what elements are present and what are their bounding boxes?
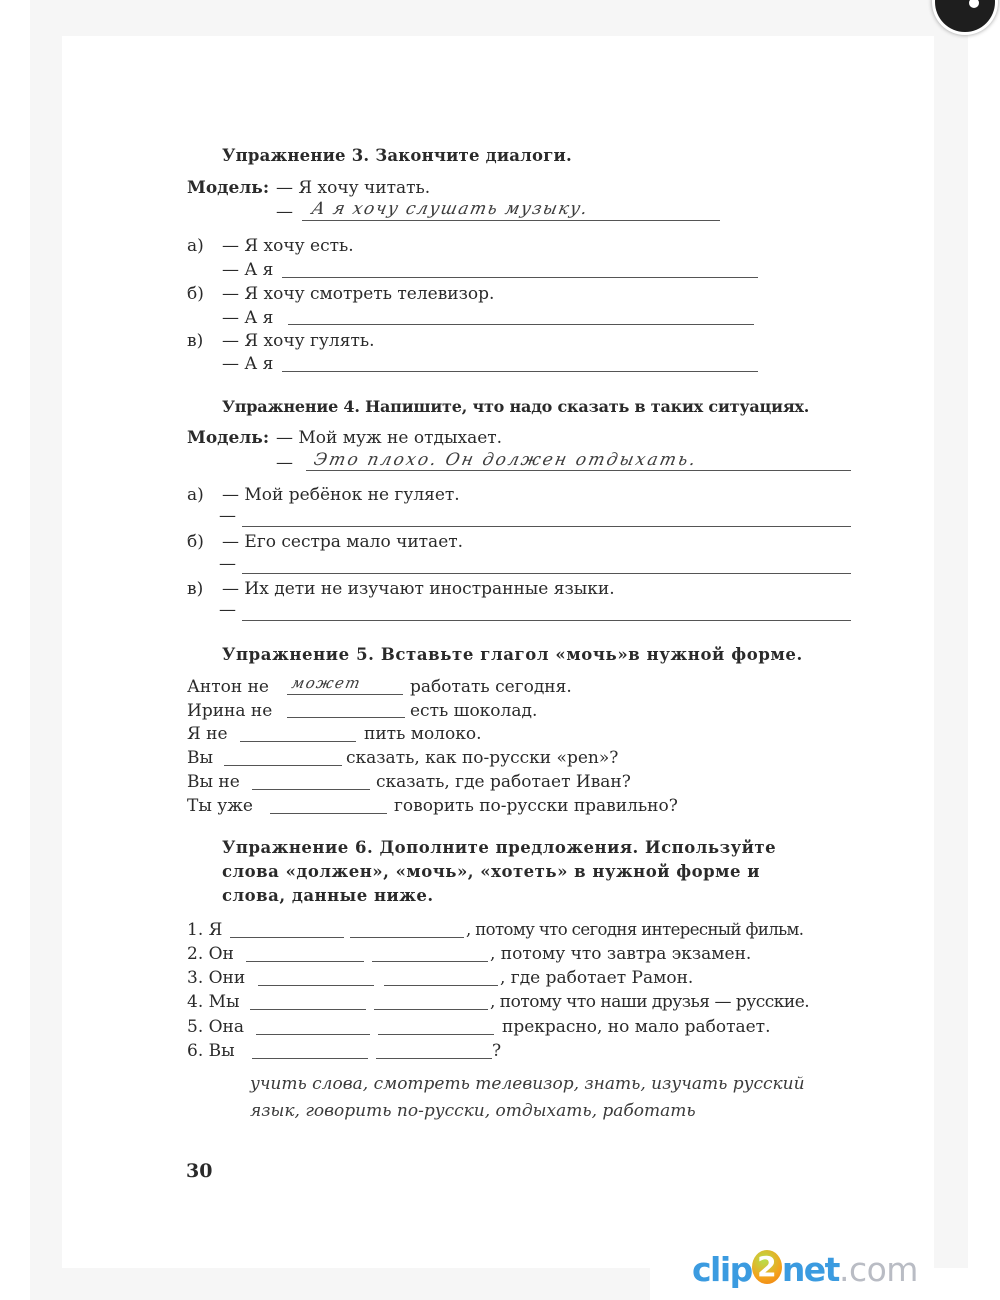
exercise-5-row-5-blank[interactable] [252, 789, 370, 790]
exercise-5-row-3-blank[interactable] [240, 741, 356, 742]
exercise-6-row-6-blank-2[interactable] [376, 1058, 492, 1059]
exercise-4-item-b-dash: — [219, 554, 236, 574]
exercise-5-row-2-blank[interactable] [287, 717, 405, 718]
page-number: 30 [186, 1160, 213, 1182]
exercise-6-row-2-blank-2[interactable] [372, 961, 488, 962]
exercise-6-row-3-before: 3. Они [187, 968, 246, 988]
exercise-4-model-dash: — [276, 453, 293, 473]
exercise-4-item-c-letter: в) [187, 579, 204, 599]
exercise-3-item-b-question: — Я хочу смотреть телевизор. [222, 284, 495, 304]
exercise-6-row-5-after: прекрасно, но мало работает. [502, 1017, 771, 1037]
clip2net-watermark-logo [692, 1250, 918, 1289]
watermark-part-2-badge: 2 [752, 1250, 782, 1284]
exercise-6-row-2-blank-1[interactable] [246, 961, 364, 962]
exercise-6-word-bank-line-2: язык, говорить по-русски, отдыхать, работать [250, 1101, 696, 1121]
exercise-3-model-label: Модель: [187, 178, 270, 198]
exercise-3-item-a-letter: а) [187, 236, 204, 256]
exercise-4-item-a-answer-blank[interactable] [242, 526, 851, 527]
exercise-6-row-2-after: , потому что завтра экзамен. [490, 944, 752, 964]
exercise-5-row-3-before: Я не [187, 724, 228, 744]
exercise-6-row-1-before: 1. Я [187, 920, 223, 940]
exercise-5-row-2-after: есть шоколад. [410, 701, 538, 721]
exercise-3-item-c-letter: в) [187, 331, 204, 351]
exercise-5-row-5-after: сказать, где работает Иван? [376, 772, 631, 792]
exercise-3-title: Упражнение 3. Закончите диалоги. [222, 146, 572, 165]
exercise-5-row-2-before: Ирина не [187, 701, 273, 721]
exercise-6-row-4-before: 4. Мы [187, 992, 240, 1012]
exercise-4-model-answer: Это плохо. Он должен отдыхать. [311, 450, 700, 470]
watermark-part-clip: clip [692, 1250, 752, 1289]
exercise-5-row-4-blank[interactable] [224, 765, 342, 766]
exercise-3-item-b-letter: б) [187, 284, 204, 304]
exercise-5-row-1-before: Антон не [187, 677, 269, 697]
exercise-3-item-c-answer-blank[interactable] [282, 371, 758, 372]
exercise-5-title: Упражнение 5. Вставьте глагол «мочь»в нужной форме. [222, 645, 803, 664]
watermark-part-net: net [781, 1250, 839, 1289]
exercise-3-item-b-prompt: — А я [222, 308, 274, 328]
exercise-6-title-line-2: слова «должен», «мочь», «хотеть» в нужной форме и [222, 862, 760, 881]
exercise-6-row-3-blank-1[interactable] [258, 985, 374, 986]
exercise-6-row-5-before: 5. Она [187, 1017, 245, 1037]
exercise-5-row-4-after: сказать, как по-русски «pen»? [346, 748, 619, 768]
exercise-3-model-answer: А я хочу слушать музыку. [309, 199, 591, 219]
exercise-4-model-label: Модель: [187, 428, 270, 448]
exercise-5-row-6-after: говорить по-русски правильно? [394, 796, 678, 816]
exercise-6-row-4-blank-2[interactable] [374, 1009, 488, 1010]
exercise-6-row-5-blank-2[interactable] [378, 1034, 494, 1035]
exercise-6-row-1-blank-2[interactable] [350, 937, 464, 938]
exercise-4-title: Упражнение 4. Напишите, что надо сказать в таких ситуациях. [222, 397, 810, 416]
exercise-6-row-2-before: 2. Он [187, 944, 234, 964]
exercise-4-item-c-dash: — [219, 600, 236, 620]
exercise-4-item-a-dash: — [219, 506, 236, 526]
exercise-4-model-answer-line [306, 470, 851, 471]
exercise-3-model-question: — Я хочу читать. [276, 178, 431, 198]
exercise-4-item-b-letter: б) [187, 532, 204, 552]
exercise-5-row-6-before: Ты уже [187, 796, 253, 816]
exercise-6-row-4-after: , потому что наши друзья — русские. [490, 992, 810, 1012]
exercise-4-item-a-letter: а) [187, 485, 204, 505]
exercise-3-model-dash: — [276, 202, 293, 222]
exercise-6-row-4-blank-1[interactable] [250, 1009, 366, 1010]
watermark-part-com: .com [838, 1250, 918, 1289]
exercise-6-row-3-blank-2[interactable] [384, 985, 498, 986]
exercise-4-item-b-answer-blank[interactable] [242, 573, 851, 574]
exercise-6-row-6-blank-1[interactable] [252, 1058, 368, 1059]
exercise-4-model-question: — Мой муж не отдыхает. [276, 428, 503, 448]
exercise-5-row-1-blank [287, 694, 403, 695]
exercise-3-item-a-question: — Я хочу есть. [222, 236, 354, 256]
exercise-3-item-b-answer-blank[interactable] [288, 324, 754, 325]
exercise-6-row-1-after: , потому что сегодня интересный фильм. [466, 920, 804, 939]
exercise-6-row-1-blank-1[interactable] [230, 937, 344, 938]
exercise-5-row-3-after: пить молоко. [364, 724, 482, 744]
exercise-6-title-line-3: слова, данные ниже. [222, 886, 434, 905]
exercise-6-row-6-after: ? [492, 1041, 502, 1061]
exercise-3-item-a-prompt: — А я [222, 260, 274, 280]
exercise-4-item-a-question: — Мой ребёнок не гуляет. [222, 485, 460, 505]
exercise-6-title-line-1: Упражнение 6. Дополните предложения. Используйте [222, 838, 777, 857]
exercise-6-row-6-before: 6. Вы [187, 1041, 235, 1061]
exercise-5-row-1-filled: может [290, 674, 364, 692]
exercise-3-model-answer-line [302, 220, 720, 221]
exercise-6-word-bank-line-1: учить слова, смотреть телевизор, знать, изучать русский [250, 1074, 805, 1094]
exercise-5-row-4-before: Вы [187, 748, 214, 768]
exercise-6-row-5-blank-1[interactable] [256, 1034, 370, 1035]
exercise-5-row-6-blank[interactable] [270, 813, 387, 814]
exercise-4-item-c-question: — Их дети не изучают иностранные языки. [222, 579, 615, 599]
exercise-3-item-c-prompt: — А я [222, 354, 274, 374]
exercise-6-row-3-after: , где работает Рамон. [500, 968, 694, 988]
exercise-5-row-1-after: работать сегодня. [410, 677, 572, 697]
exercise-3-item-c-question: — Я хочу гулять. [222, 331, 375, 351]
exercise-5-row-5-before: Вы не [187, 772, 240, 792]
exercise-3-item-a-answer-blank[interactable] [282, 277, 758, 278]
exercise-4-item-c-answer-blank[interactable] [242, 620, 851, 621]
exercise-4-item-b-question: — Его сестра мало читает. [222, 532, 464, 552]
